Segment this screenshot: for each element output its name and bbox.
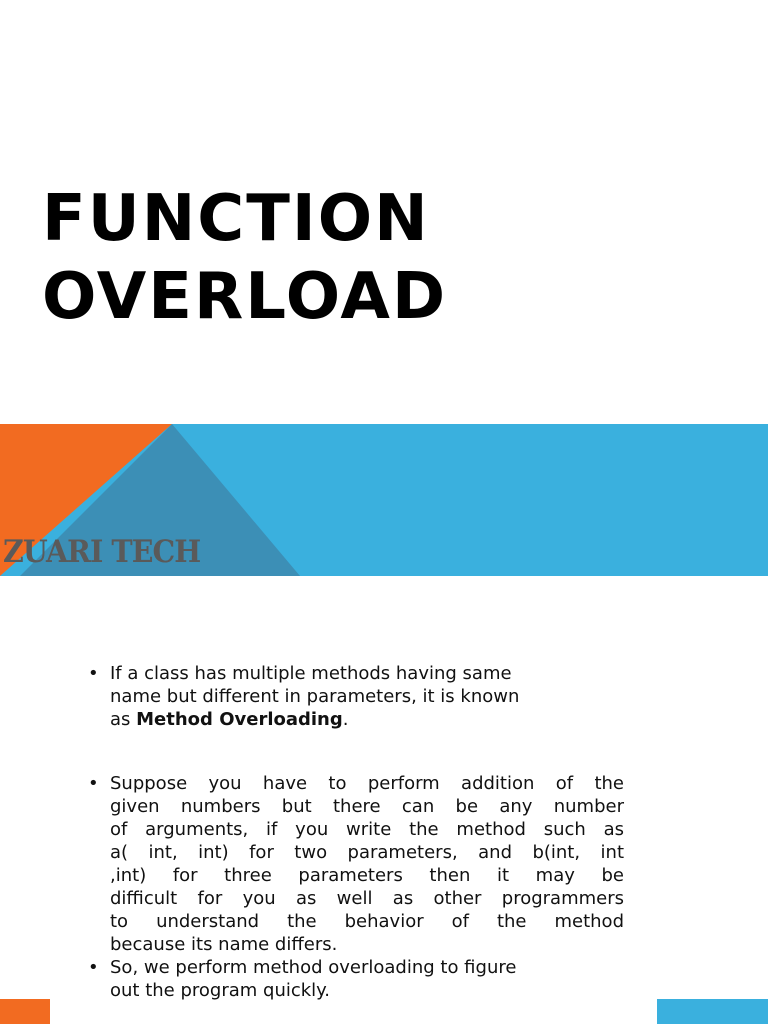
bullet-dot: • bbox=[88, 663, 99, 684]
bullet-dot: • bbox=[88, 773, 99, 794]
bullet-example bbox=[84, 772, 624, 956]
title-line-2: OVERLOAD bbox=[42, 260, 448, 334]
bullet2-line: given numbers but there can be any number bbox=[110, 796, 624, 817]
bullet2-line: a( int, int) for two parameters, and b(int, int bbox=[110, 842, 624, 863]
bullet1-line3-prefix: as bbox=[110, 709, 137, 730]
slide-content bbox=[84, 662, 624, 1002]
slide-title bbox=[42, 180, 447, 336]
bullet2-line: ,int) for three parameters then it may be bbox=[110, 865, 624, 886]
bullet2-line: because its name differs. bbox=[110, 934, 338, 955]
bullet2-line: Suppose you have to perform addition of the bbox=[110, 773, 624, 794]
bullet-method-overloading bbox=[84, 662, 624, 731]
bullet2-line: to understand the behavior of the method bbox=[110, 911, 624, 932]
bullet3-line1: So, we perform method overloading to figure bbox=[110, 957, 517, 978]
bullet1-line1: If a class has multiple methods having same bbox=[110, 663, 512, 684]
bullet3-line2: out the program quickly. bbox=[110, 980, 330, 1001]
bullet2-line: of arguments, if you write the method such as bbox=[110, 819, 624, 840]
bullet-conclusion bbox=[84, 956, 624, 1002]
bullet2-line: difficult for you as well as other programmers bbox=[110, 888, 624, 909]
bullet1-line2: name but different in parameters, it is known bbox=[110, 686, 520, 707]
bullet-dot: • bbox=[88, 957, 99, 978]
bullet1-line3-suffix: . bbox=[342, 709, 349, 730]
footer-orange-block bbox=[0, 999, 50, 1024]
bullet1-term: Method Overloading bbox=[136, 709, 343, 730]
footer-blue-block bbox=[657, 999, 768, 1024]
title-line-1: FUNCTION bbox=[42, 182, 430, 256]
brand-name: ZUARI TECH bbox=[3, 534, 201, 570]
